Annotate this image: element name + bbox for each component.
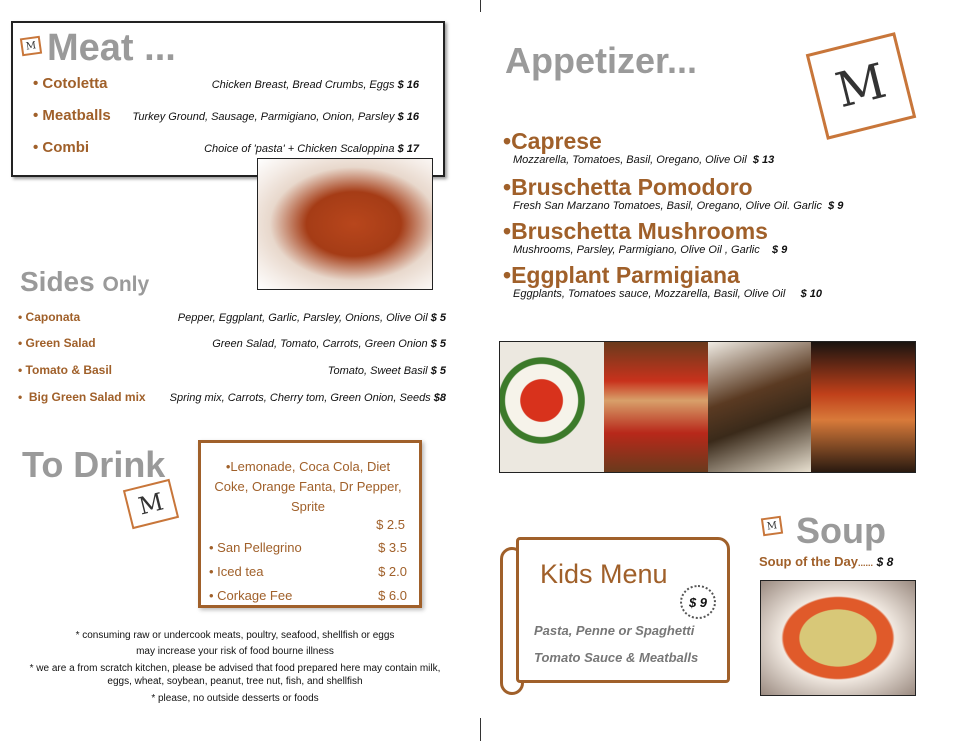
fold-mark — [480, 0, 481, 12]
appetizer-list — [503, 128, 844, 300]
soup-item: Soup of the Day...... $ 8 — [759, 554, 894, 569]
appetizer-photos — [499, 341, 916, 473]
menu-item: • Meatballs Turkey Ground, Sausage, Parmigiano, Onion, Parsley $ 16 — [33, 107, 419, 124]
menu-item: • Tomato & Basil Tomato, Sweet Basil $ 5 — [18, 363, 446, 377]
kids-menu — [500, 537, 734, 697]
logo-icon: M — [761, 516, 783, 537]
kids-line: Pasta, Penne or Spaghetti — [534, 623, 695, 638]
menu-item: • Big Green Salad mix Spring mix, Carrots, Cherry tom, Green Onion, Seeds $8 — [18, 390, 446, 404]
sides-title: Sides Only — [20, 266, 150, 297]
menu-item: • Cotoletta Chicken Breast, Bread Crumbs, Eggs $ 16 — [33, 75, 419, 92]
menu-item: •Bruschetta Pomodoro Fresh San Marzano Tomatoes, Basil, Oregano, Olive Oil. Garlic $ 9 — [503, 174, 844, 212]
drink-box: •Lemonade, Coca Cola, Diet Coke, Orange Fanta, Dr Pepper, Sprite $ 2.5 • San Pellegrino $ 3.5 • Iced tea $ 2.0 • Corkage Fee $ 6.0 — [198, 440, 422, 608]
eggplant-photo — [811, 342, 915, 472]
menu-item: •Eggplant Parmigiana Eggplants, Tomatoes sauce, Mozzarella, Basil, Olive Oil $ 10 — [503, 262, 822, 300]
kids-price-badge: $ 9 — [680, 585, 716, 619]
drink-item: • Corkage Fee $ 6.0 — [209, 588, 407, 603]
soup-title: Soup — [796, 510, 886, 551]
appetizer-title: Appetizer... — [505, 40, 698, 81]
meat-section — [11, 21, 445, 177]
logo-icon: M — [123, 479, 179, 529]
meatballs-photo — [257, 158, 433, 290]
menu-item: • Caponata Pepper, Eggplant, Garlic, Parsley, Onions, Olive Oil $ 5 — [18, 310, 446, 324]
menu-item: • Combi Choice of 'pasta' + Chicken Scaloppina $ 17 — [33, 139, 419, 156]
disclaimer: * consuming raw or undercook meats, poultry, seafood, shellfish or eggs may increase your risk of food bourne illness * we are a from scratch kitchen, please be advised that food prepared here may contain milk, eggs, wheat, soybean, peanut, tree nut, fish, and shellfish * please, no outside desserts or foods — [29, 630, 441, 704]
drink-title: To Drink — [22, 444, 166, 485]
caprese-photo — [500, 342, 604, 472]
kids-line: Tomato Sauce & Meatballs — [534, 650, 699, 665]
bruschetta-mushrooms-photo — [708, 342, 812, 472]
drink-item: • San Pellegrino $ 3.5 — [209, 540, 407, 555]
bruschetta-pomodoro-photo — [604, 342, 708, 472]
menu-item: • Green Salad Green Salad, Tomato, Carrots, Green Onion $ 5 — [18, 336, 446, 350]
menu-item: •Bruschetta Mushrooms Mushrooms, Parsley, Parmigiano, Olive Oil , Garlic $ 9 — [503, 218, 788, 256]
menu-item: •Caprese Mozzarella, Tomatoes, Basil, Oregano, Olive Oil $ 13 — [503, 128, 775, 166]
meat-title: Meat ... — [47, 27, 176, 69]
fold-mark — [480, 718, 481, 741]
logo-icon: M — [20, 36, 42, 57]
kids-title: Kids Menu — [540, 559, 668, 589]
logo-icon: M — [806, 32, 917, 140]
soup-photo — [760, 580, 916, 696]
drink-item: • Iced tea $ 2.0 — [209, 564, 407, 579]
